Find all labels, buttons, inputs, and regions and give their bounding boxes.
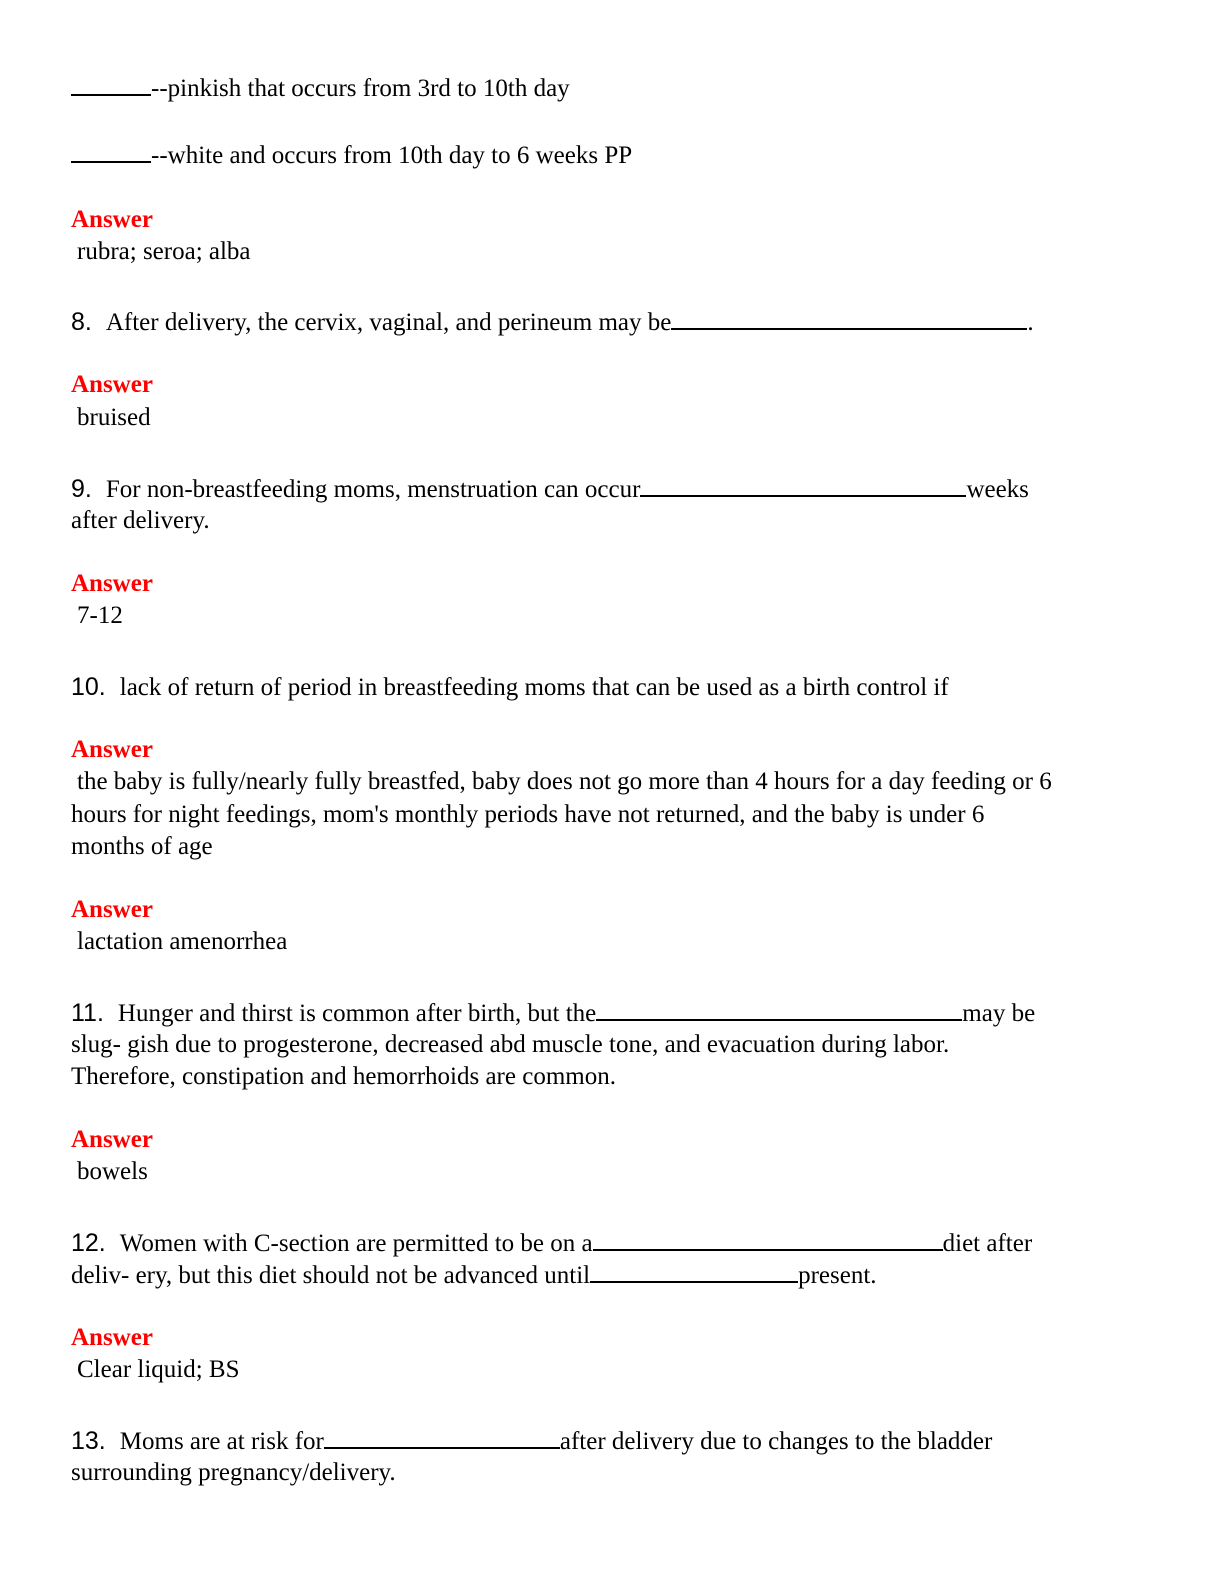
lochia-serosa-text: --pinkish that occurs from 3rd to 10th day [151, 75, 570, 102]
answer-label: Answer [71, 206, 153, 233]
answer-blank [71, 72, 151, 96]
question-text: After delivery, the cervix, vaginal, and perineum may be [105, 309, 672, 336]
question-13 [71, 1425, 992, 1458]
answer-label: Answer [71, 1324, 153, 1351]
question-9 [71, 473, 1029, 506]
question-text: deliv- ery, but this diet should not be advanced until [71, 1262, 591, 1289]
answer-text: bowels [77, 1158, 148, 1185]
question-number: 12. [71, 1229, 106, 1257]
question-text: Women with C-section are permitted to be on a [119, 1230, 593, 1257]
answer-text: 7-12 [77, 602, 123, 629]
question-text-after: after delivery due to changes to the bladder [559, 1428, 993, 1455]
question-12 [71, 1227, 1032, 1260]
question-number: 13. [71, 1427, 106, 1455]
question-number: 8. [71, 308, 92, 336]
question-text-after: diet after [942, 1230, 1033, 1257]
question-text: Hunger and thirst is common after birth, but the [117, 1000, 597, 1027]
question-text-after: weeks [966, 476, 1029, 503]
answer-blank [593, 1227, 943, 1251]
question-9-line-2: after delivery. [71, 507, 210, 534]
question-text-after: may be [962, 1000, 1036, 1027]
answer-text: rubra; seroa; alba [77, 238, 251, 265]
question-13-line-2: surrounding pregnancy/delivery. [71, 1459, 396, 1486]
question-text-after: present. [798, 1262, 877, 1289]
answer-text: bruised [77, 404, 151, 431]
answer-text: hours for night feedings, mom's monthly periods have not returned, and the baby is under 6 [71, 801, 985, 828]
answer-blank [640, 473, 966, 497]
question-11 [71, 997, 1035, 1030]
question-number: 9. [71, 475, 92, 503]
question-number: 11. [71, 999, 104, 1027]
question-text: Moms are at risk for [119, 1428, 324, 1455]
answer-text: the baby is fully/nearly fully breastfed, baby does not go more than 4 hours for a day feeding or 6 [77, 768, 1052, 795]
answer-blank [324, 1425, 560, 1449]
answer-text: Clear liquid; BS [77, 1356, 240, 1383]
answer-label: Answer [71, 736, 153, 763]
question-text: lack of return of period in breastfeeding moms that can be used as a birth control if [119, 674, 949, 701]
lochia-alba-text: --white and occurs from 10th day to 6 weeks PP [151, 142, 633, 169]
question-11-line-3: Therefore, constipation and hemorrhoids are common. [71, 1063, 616, 1090]
answer-label: Answer [71, 896, 153, 923]
answer-text: months of age [71, 833, 213, 860]
answer-blank [596, 997, 962, 1021]
question-number: 10. [71, 673, 106, 701]
answer-blank [590, 1259, 798, 1283]
question-text-after: . [1027, 309, 1034, 336]
answer-text: lactation amenorrhea [77, 928, 288, 955]
answer-label: Answer [71, 570, 153, 597]
question-12-line-2 [71, 1259, 877, 1292]
question-11-line-2: slug- gish due to progesterone, decreased abd muscle tone, and evacuation during labor. [71, 1031, 950, 1058]
answer-blank [71, 139, 151, 163]
lochia-alba-line [71, 139, 632, 172]
answer-blank [671, 306, 1027, 330]
answer-label: Answer [71, 371, 153, 398]
question-8 [71, 306, 1034, 339]
lochia-serosa-line [71, 72, 570, 105]
question-10 [71, 671, 949, 704]
question-text: For non-breastfeeding moms, menstruation can occur [105, 476, 641, 503]
answer-label: Answer [71, 1126, 153, 1153]
